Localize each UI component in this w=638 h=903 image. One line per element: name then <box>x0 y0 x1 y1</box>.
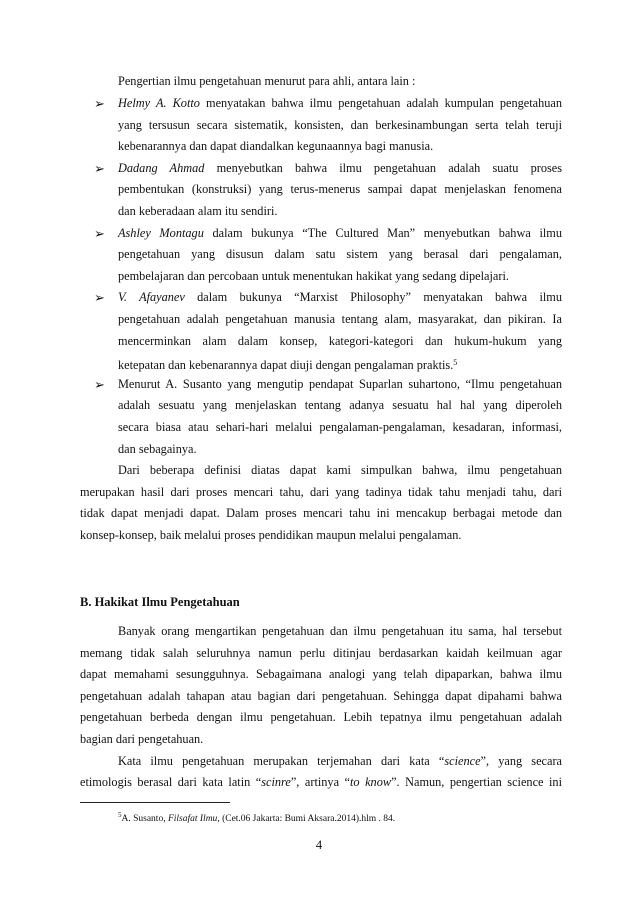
bullet-icon: ➢ <box>94 96 105 111</box>
bullet-icon: ➢ <box>94 160 105 176</box>
bullet-icon: ➢ <box>94 290 105 306</box>
item-line <box>118 269 509 284</box>
line-text: ”. Namun, pengertian science ini <box>391 775 562 790</box>
conclusion-line: Dari beberapa definisi diatas dapat kami simpulkan bahwa, ilmu pengetahuan <box>118 463 562 478</box>
item-line <box>118 312 562 327</box>
footnote-ref: 5 <box>453 358 458 368</box>
item-line <box>118 442 197 457</box>
line-text: dalam bukunya “Marxist Philosophy” menyatakan bahwa ilmu <box>184 290 562 305</box>
line-text: ”, artinya “ <box>290 775 351 790</box>
section-line <box>80 775 562 790</box>
line-text: adalah sesuatu yang menjelaskan tentang adanya sesuatu hal hal yang diperoleh <box>118 398 562 413</box>
italic-term: science <box>444 753 481 768</box>
section-line: memang tidak salah seluruhnya namun perlu ditinjau berdasarkan kaidah keilmuan agar <box>80 645 562 660</box>
intro-line: Pengertian ilmu pengetahuan menurut para ahli, antara lain : <box>118 74 416 88</box>
section-line: pengetahuan berbeda dengan ilmu pengetahuan. Lebih tepatnya ilmu pengetahuan adalah <box>80 710 562 725</box>
line-text: Menurut A. Susanto yang mengutip pendapat Suparlan suhartono, “Ilmu pengetahuan <box>118 376 562 391</box>
item-line <box>118 161 562 176</box>
line-text: yang tersusun secara sistematik, konsisten, dan berkesinambungan serta telah teruji <box>118 117 562 132</box>
item-line <box>118 377 562 392</box>
item-line <box>118 247 562 262</box>
item-line <box>118 118 562 133</box>
footnote-mark: 5 <box>118 811 122 819</box>
footnote-text: A. Susanto, <box>121 814 168 824</box>
author-name: Ashley Montagu <box>118 225 204 240</box>
page-number: 4 <box>315 838 323 852</box>
line-text: secara biasa atau sehari-hari melalui pengalaman-pengalaman, kesadaran, informasi, <box>118 420 562 434</box>
item-line <box>118 204 277 219</box>
conclusion-line: tidak dapat menjadi dapat. Dalam proses mencari tahu ini mencakup berbagai metode dan <box>80 506 562 521</box>
author-name: Dadang Ahmad <box>118 160 205 175</box>
line-text: kebenarannya dan dapat diandalkan kegunaannya bagi manusia. <box>118 139 434 154</box>
item-line <box>118 96 562 111</box>
line-text: dan keberadaan alam itu sendiri. <box>118 204 278 218</box>
line-text: dan sebagainya. <box>118 441 197 456</box>
item-line <box>118 420 562 435</box>
line-text: dalam bukunya “The Cultured Man” menyebutkan bahwa ilmu <box>203 225 562 240</box>
line-text: pembelajaran dan percobaan untuk menentukan hakikat yang sedang dipelajari. <box>118 268 509 283</box>
line-text: pengetahuan yang disusun dalam satu sistem yang berasal dari pengalaman, <box>118 247 562 262</box>
italic-term: to know <box>350 775 392 790</box>
line-text: pembentukan (konstruksi) yang terus-menerus sampai dapat menjelaskan fenomena <box>118 182 562 197</box>
item-line <box>118 334 562 349</box>
line-text: pengetahuan adalah pengetahuan manusia tentang alam, masyarakat, dan pikiran. Ia <box>118 312 562 326</box>
section-line: dapat memahami sesungguhnya. Sebagaimana analogi yang telah dipaparkan, bahwa ilmu <box>80 667 562 682</box>
conclusion-line: merupakan hasil dari proses mencari tahu, dari yang tadinya tidak tahu menjadi tahu, dari <box>80 484 562 499</box>
conclusion-line: konsep-konsep, baik melalui proses pendidikan maupun melalui pengalaman. <box>80 528 462 542</box>
item-line <box>118 290 562 305</box>
line-text: etimologis berasal dari kata latin “ <box>80 775 262 790</box>
line-text: ketepatan dan kebenarannya dapat diuji dengan pengalaman praktis. <box>118 358 454 373</box>
line-text: menyatakan bahwa ilmu pengetahuan adalah kumpulan pengetahuan <box>199 96 563 110</box>
bullet-icon: ➢ <box>94 225 105 241</box>
footnote <box>118 809 395 825</box>
section-line: pengetahuan adalah tahapan atau bagian dari pengetahuan. Sehingga dapat dipahami bahwa <box>80 688 562 703</box>
bullet-icon: ➢ <box>94 376 105 392</box>
footnote-rule <box>80 802 230 803</box>
line-text: menyebutkan bahwa ilmu pengetahuan adalah suatu proses <box>204 160 563 175</box>
author-name: V. Afayanev <box>118 290 185 305</box>
item-line <box>118 139 433 154</box>
line-text: mencerminkan alam dalam konsep, kategori-kategori dan hukum-hukum yang <box>118 333 562 348</box>
section-heading: B. Hakikat Ilmu Pengetahuan <box>80 595 240 609</box>
italic-term: scinre <box>261 775 291 790</box>
item-line <box>118 355 457 373</box>
line-text: Kata ilmu pengetahuan merupakan terjemahan dari kata “ <box>118 753 445 768</box>
footnote-text: , (Cet.06 Jakarta: Bumi Aksara.2014).hlm . 84. <box>217 814 396 824</box>
section-line <box>118 754 562 769</box>
item-line <box>118 226 562 241</box>
section-line: bagian dari pengetahuan. <box>80 732 204 746</box>
author-name: Helmy A. Kotto <box>118 96 200 110</box>
line-text: ”, yang secara <box>480 753 563 768</box>
item-line <box>118 398 562 413</box>
footnote-title: Filsafat Ilmu <box>167 814 218 824</box>
item-line <box>118 182 562 197</box>
section-line: Banyak orang mengartikan pengetahuan dan ilmu pengetahuan itu sama, hal tersebut <box>118 624 562 638</box>
